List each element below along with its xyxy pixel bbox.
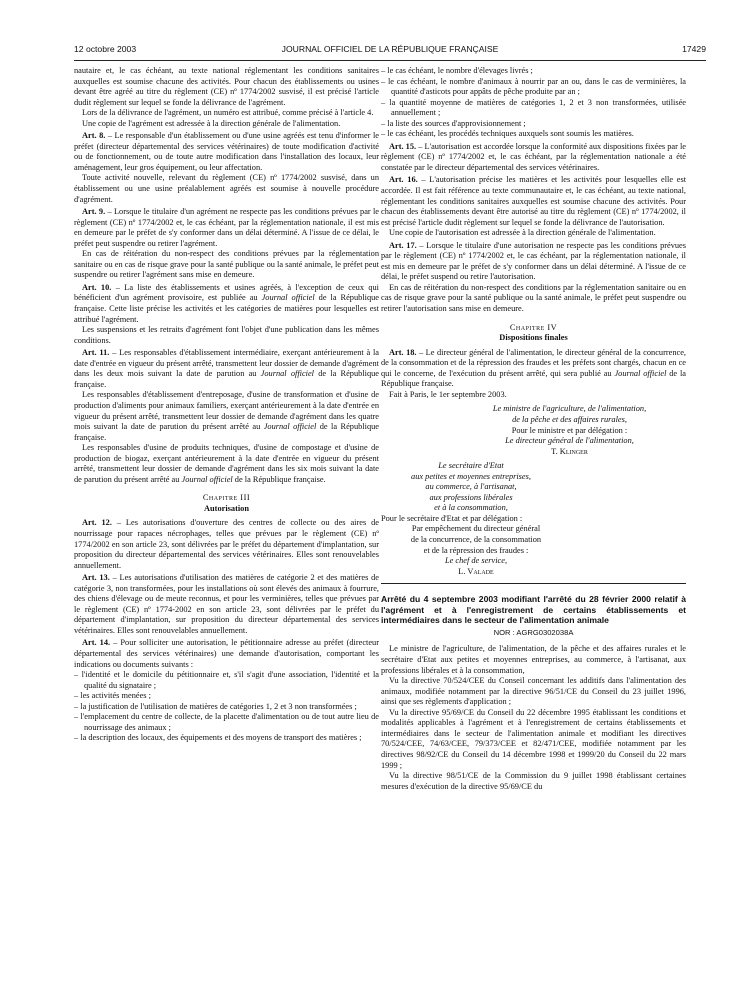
signature-line: et de la répression des fraudes : bbox=[423, 545, 529, 555]
signature-block-secretary bbox=[381, 461, 686, 577]
paragraph: Les suspensions et les retraits d'agrément font l'objet d'une publication dans les mêmes conditions. bbox=[74, 325, 379, 345]
article-11 bbox=[74, 348, 379, 390]
article-text: – Pour solliciter une autorisation, le pétitionnaire adresse au préfet (directeur départemental des services vétérinaires) une demande d'autorisation, comportant les indications ou documents suivants : bbox=[74, 638, 379, 669]
paragraph-text: de la République française. bbox=[74, 422, 379, 442]
paragraph: En cas de réitération du non-respect des conditions prévues par la réglementation sanitaire ou en cas de risque grave pour la santé publique ou la santé animale, le préfet peut suspendre ou retirer l'agrément sans mise en demeure. bbox=[74, 249, 379, 280]
journal-reference: Journal officiel bbox=[263, 422, 317, 432]
article-10 bbox=[74, 283, 379, 325]
section-rule bbox=[381, 583, 686, 584]
list-item: – le cas échéant, les procédés techniques auxquels sont soumis les matières. bbox=[381, 129, 634, 139]
article-text: de la République française. bbox=[381, 368, 686, 389]
article-15 bbox=[381, 142, 686, 174]
article-8 bbox=[74, 131, 379, 173]
signatory-name: L. Valade bbox=[458, 566, 494, 576]
article-number: Art. 18. bbox=[389, 347, 417, 357]
header-journal-title: JOURNAL OFFICIEL DE LA RÉPUBLIQUE FRANÇAISE bbox=[281, 44, 499, 54]
article-text: de la République française. Cette liste précise les activités et les catégories de matières pour lesquelles est attribué l'agrément. bbox=[74, 293, 380, 324]
signature-line: au commerce, à l'artisanat, bbox=[425, 482, 517, 492]
article-number: Art. 15. bbox=[389, 141, 417, 151]
article-16 bbox=[381, 175, 686, 228]
article-17 bbox=[381, 241, 686, 283]
article-text: – L'autorisation précise les matières et les activités pour lesquelles elle est accordée. Il est fait référence au texte communautaire et, le cas échéant, au texte national, réglementant les conditions sanitaires auxquelles est soumise chacune des activités. Pour chacun des établissements devant être autorisé au titre du règlement (CE) nº 1774/2002, il est précisé l'article dudit règlement sur lequel se fonde la délivrance de l'autorisation. bbox=[381, 175, 687, 227]
list-item: – la description des locaux, des équipements et des moyens de transport des matières ; bbox=[74, 733, 362, 743]
paragraph: Lors de la délivrance de l'agrément, un numéro est attribué, comme précisé à l'article 4. bbox=[82, 108, 374, 118]
paragraph-text: de la République française. bbox=[232, 474, 326, 484]
article-text: – Les responsables d'établissement intermédiaire, exerçant antérieurement à la date d'entrée en vigueur du présent arrêté, transmettent leur dossier de demande d'agrément dans les deux mois suivant la date de parution au bbox=[74, 348, 379, 379]
list-item: – les activités menées ; bbox=[74, 691, 151, 701]
paragraph: Toute activité nouvelle, relevant du règlement (CE) nº 1774/2002 susvisé, dans un établissement ou une usine préalablement agréés est soumise à nouvelle procédure d'agrément. bbox=[74, 173, 379, 204]
signatory-name: T. Klinger bbox=[551, 446, 588, 456]
article-text: – Lorsque le titulaire d'une autorisation ne respecte pas les conditions prévues par le règlement (CE) nº 1774/2002 et, le cas échéant, par la réglementation nationale, il est mis en demeure par le préfet de s'y conformer dans un délai déterminé. A l'issue de ce délai, le préfet suspend ou retire l'autorisation. bbox=[381, 240, 687, 282]
paragraph: Vu la directive 98/51/CE de la Commission du 9 juillet 1998 établissant certaines mesures d'exécution de la directive 95/69/CE du bbox=[381, 771, 686, 791]
article-number: Art. 12. bbox=[82, 518, 112, 528]
article-number: Art. 9. bbox=[82, 207, 106, 217]
chapter-title: Autorisation bbox=[204, 503, 249, 513]
signature-line: Le secrétaire d'Etat bbox=[438, 461, 504, 471]
article-text: – Les autorisations d'utilisation des matières de catégorie 2 et des matières de catégorie 3, non transformées, pour les installations où sont élevés des animaux à fourrure, des chiens d'élevage ou de meute reconnus, et pour les verminières, telles que prévues par le règlement (CE) nº 1774-2002 en son article 23, sont délivrées par le préfet du département d'implantation, sur proposition du directeur départemental des services vétérinaires. Elles sont renouvelables annuellement. bbox=[74, 573, 380, 635]
journal-reference: Journal officiel bbox=[261, 293, 315, 303]
left-column bbox=[74, 66, 379, 744]
paragraph-text: Les responsables d'établissement d'entreposage, d'usine de transformation et d'usine de production d'aliments pour animaux familiers, exerçant antérieurement à la date d'entrée en vigueur du présent arrêté, transmettent leur dossier de demande d'agrément dans les quatre mois suivant la date de parution du présent arrêté au bbox=[74, 390, 379, 432]
list-item: – l'identité et le domicile du pétitionnaire et, s'il s'agit d'une association, l'identité et la qualité du signataire ; bbox=[74, 670, 379, 690]
paragraph-text: Les responsables d'usine de produits techniques, d'usine de compostage et d'usine de production de biogaz, exerçant antérieurement à la date d'entrée en vigueur du présent arrêté, transmettent leur dossier de demande d'agrément dans les six mois suivant la date de parution du présent arrêté au bbox=[74, 443, 379, 484]
paragraph: Une copie de l'autorisation est adressée à la direction générale de l'alimentation. bbox=[389, 228, 656, 238]
article-13 bbox=[74, 573, 379, 636]
signature-line: aux professions libérales bbox=[429, 492, 513, 502]
header-date: 12 octobre 2003 bbox=[74, 44, 137, 54]
list-item: – la justification de l'utilisation de matières de catégories 1, 2 et 3 non transformées ; bbox=[74, 701, 357, 711]
journal-reference: Journal officiel bbox=[260, 369, 315, 379]
right-column bbox=[381, 66, 686, 792]
page-header bbox=[74, 44, 706, 58]
signature-line: Par empêchement du directeur général bbox=[411, 524, 541, 534]
paragraph: Le ministre de l'agriculture, de l'alimentation, de la pêche et des affaires rurales et le secrétaire d'Etat aux petites et moyennes entreprises, au commerce, à l'artisanat, aux professions libérales et à la consommation, bbox=[381, 644, 686, 675]
signature-line: Le chef de service, bbox=[444, 556, 508, 566]
arrete-title: Arrêté du 4 septembre 2003 modifiant l'arrêté du 28 février 2000 relatif à l'agrément et à l'enregistrement de certains établissements et intermédiaires dans le secteur de l'alimentation animale bbox=[381, 594, 686, 626]
article-number: Art. 10. bbox=[82, 282, 112, 292]
signature-line: de la concurrence, de la consommation bbox=[410, 534, 542, 544]
list-item: – la quantité moyenne de matières de catégories 1, 2 et 3 non transformées, utilisée annuellement ; bbox=[381, 97, 686, 118]
signature-line: aux petites et moyennes entreprises, bbox=[411, 471, 531, 481]
article-text: – Le responsable d'un établissement ou d'une usine agréés est tenu d'informer le préfet (directeur départemental des services vétérinaires) de toute modification d'activité ou de fonctionnement, ou de toute autre modification dans l'installation des locaux, leur aménagement, leur gros équipement, ou leur affectation. bbox=[74, 131, 379, 172]
paragraph: En cas de réitération du non-respect des conditions par la réglementation sanitaire ou en cas de risque grave pour la santé publique ou la santé animale, le préfet peut suspendre ou retirer l'autorisation sans mise en demeure. bbox=[381, 282, 686, 314]
paragraph bbox=[74, 443, 379, 485]
header-rule bbox=[74, 60, 706, 61]
signature-line: de la pêche et des affaires rurales, bbox=[512, 414, 627, 424]
list-item: – le cas échéant, le nombre d'animaux à nourrir par an ou, dans le cas de verminières, la quantité d'asticots pour appâts de pêche produite par an ; bbox=[381, 76, 686, 97]
article-12 bbox=[74, 518, 379, 571]
paragraph: Vu la directive 95/69/CE du Conseil du 22 décembre 1995 établissant les conditions et modalités applicables à l'agrément et à l'enregistrement de certains établissements et intermédiaires dans le secteur de l'alimentation animale et modifiant les directives 70/524/CEE, 74/63/CEE, 79/373/CEE et 82/471/CEE, modifiée notamment par les directives 98/92/CE du Conseil du 14 décembre 1998 et 1999/20 du Conseil du 22 mars 1999 ; bbox=[381, 707, 686, 770]
paragraph: Vu la directive 70/524/CEE du Conseil concernant les additifs dans l'alimentation des animaux, modifiée notamment par la directive 96/51/CE du Conseil du 23 juillet 1996, ainsi que ses règlements d'application ; bbox=[381, 676, 686, 707]
list-item: – l'emplacement du centre de collecte, de la placette d'alimentation ou de tout autre lieu de nourrissage des animaux ; bbox=[74, 712, 379, 732]
signing-place-date: Fait à Paris, le 1er septembre 2003. bbox=[389, 389, 507, 399]
article-number: Art. 17. bbox=[389, 240, 417, 250]
article-number: Art. 16. bbox=[389, 175, 418, 185]
header-page-number: 17429 bbox=[682, 44, 706, 54]
article-text: – Les autorisations d'ouverture des centres de collecte ou des aires de nourrissage pour rapaces nécrophages, telles que prévues par le règlement (CE) nº 1774/2002 en son article 23, sont délivrées par le préfet du département d'implantation, sur proposition du directeur départemental des services vétérinaires. Elles sont renouvelables annuellement. bbox=[74, 518, 379, 570]
chapter-heading: Chapitre III bbox=[202, 493, 251, 503]
article-text: de la République française. bbox=[74, 369, 380, 389]
article-number: Art. 11. bbox=[82, 348, 110, 358]
chapter-title: Dispositions finales bbox=[499, 333, 568, 343]
signature-line: Le directeur général de l'alimentation, bbox=[505, 436, 634, 446]
nor-reference: NOR : AGRG0302038A bbox=[493, 627, 574, 637]
article-number: Art. 8. bbox=[82, 131, 106, 141]
article-text: – Le directeur général de l'alimentation, le directeur général de la concurrence, de la consommation et de la répression des fraudes et les préfets sont chargés, chacun en ce qui le concerne, de l'exécution du présent arrêté, qui sera publié au bbox=[381, 347, 687, 378]
article-9 bbox=[74, 207, 379, 249]
journal-reference: Journal officiel bbox=[181, 474, 233, 484]
signature-line: et à la consommation, bbox=[434, 503, 508, 513]
article-18 bbox=[381, 348, 686, 390]
paragraph bbox=[74, 390, 379, 443]
list-item: – le cas échéant, le nombre d'élevages livrés ; bbox=[381, 66, 533, 75]
signature-line: Pour le ministre et par délégation : bbox=[511, 425, 628, 435]
signature-line: Le ministre de l'agriculture, de l'alimentation, bbox=[492, 404, 647, 414]
list-item: – la liste des sources d'approvisionnement ; bbox=[381, 118, 526, 128]
paragraph: nautaire et, le cas échéant, au texte national réglementant les conditions sanitaires auxquelles est soumise chacune des activités. Pour chacun des établissements ou usines devant être agréé au titre du règlement (CE) nº 1774/2002 susvisé, il est précisé l'article dudit règlement sur lequel se fonde la délivrance de l'agrément. bbox=[74, 66, 379, 107]
article-number: Art. 14. bbox=[82, 638, 111, 648]
article-text: – Lorsque le titulaire d'un agrément ne respecte pas les conditions prévues par le règlement (CE) nº 1774/2002 et, le cas échéant, par la réglementation nationale, il est mis en demeure par le préfet de s'y conformer dans un délai déterminé. A l'issue de ce délai, le préfet peut suspendre ou retirer l'agrément. bbox=[74, 207, 380, 248]
paragraph: Une copie de l'agrément est adressée à la direction générale de l'alimentation. bbox=[82, 118, 341, 128]
article-text: – L'autorisation est accordée lorsque la conformité aux dispositions fixées par le règlement (CE) nº 1774/2002 et, le cas échéant, par la réglementation nationale a été constatée par le directeur départemental des services vétérinaires. bbox=[381, 141, 687, 172]
article-text: – La liste des établissements et usines agréés, à l'exception de ceux qui bénéficient d'un agrément provisoire, est publiée au bbox=[74, 282, 379, 303]
article-14 bbox=[74, 638, 379, 670]
signature-line: Pour le secrétaire d'Etat et par délégation : bbox=[381, 513, 523, 523]
journal-reference: Journal officiel bbox=[614, 368, 667, 378]
article-number: Art. 13. bbox=[82, 573, 110, 583]
chapter-heading: Chapitre IV bbox=[509, 322, 558, 332]
signature-block-minister bbox=[453, 404, 686, 457]
